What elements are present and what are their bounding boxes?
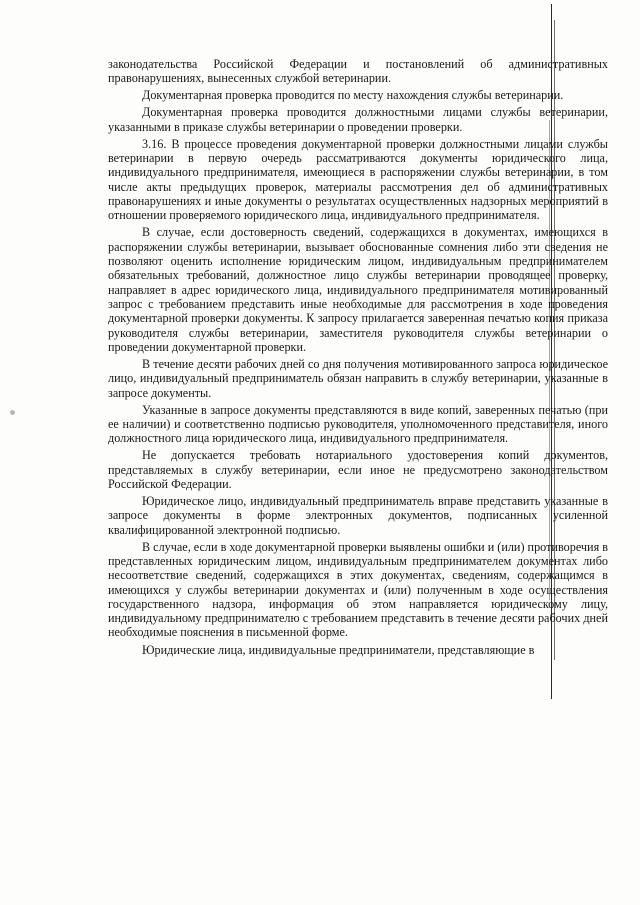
- paragraph: законодательства Российской Федерации и постановлений об административных правонарушениях, вынесенных службой ветеринарии.: [108, 57, 608, 86]
- paragraph: В случае, если в ходе документарной проверки выявлены ошибки и (или) противоречия в представленных юридическим лицом, индивидуальным предпринимателем документах либо несоответствие сведений, содержащихся в этих документах, сведениям, содержащимся в имеющихся у службы ветеринарии документах и (или) полученным в ходе осуществления государственного надзора, информация об этом направляется юридическому лицу, индивидуальному предпринимателю с требованием представить в течение десяти рабочих дней необходимые пояснения в письменной форме.: [108, 539, 608, 640]
- paragraph: Юридическое лицо, индивидуальный предприниматель вправе представить указанные в запросе документы в форме электронных документов, подписанных усиленной квалифицированной электронной подписью.: [108, 493, 608, 537]
- paragraph: В течение десяти рабочих дней со дня получения мотивированного запроса юридическое лицо, индивидуальный предприниматель обязан направить в службу ветеринарии, указанные в запросе документы.: [108, 356, 608, 400]
- paragraph: Документарная проверка проводится по месту нахождения службы ветеринарии.: [142, 88, 564, 103]
- paragraph: Документарная проверка проводится должностными лицами службы ветеринарии, указанными в приказе службы ветеринарии о проведении проверки.: [108, 105, 608, 134]
- paragraph: Юридические лица, индивидуальные предприниматели, представляющие в: [142, 642, 535, 657]
- document-body: [108, 57, 608, 660]
- paragraph: Указанные в запросе документы представляются в виде копий, заверенных печатью (при ее наличии) и соответственно подписью руководителя, уполномоченного представителя, иного должностного лица юридического лица, индивидуального предпринимателя.: [108, 402, 608, 446]
- paragraph: 3.16. В процессе проведения документарной проверки должностными лицами службы ветеринарии в первую очередь рассматриваются документы юридического лица, индивидуального предпринимателя, имеющиеся в распоряжении службы ветеринарии, в том числе акты предыдущих проверок, материалы рассмотрения дел об административных правонарушениях и иные документы о результатах осуществленных надзорных мероприятий в отношении проверяемого юридического лица, индивидуального предпринимателя.: [108, 136, 608, 223]
- paragraph: Не допускается требовать нотариального удостоверения копий документов, представляемых в службу ветеринарии, если иное не предусмотрено законодательством Российской Федерации.: [108, 448, 608, 491]
- paragraph: В случае, если достоверность сведений, содержащихся в документах, имеющихся в распоряжении службы ветеринарии, вызывает обоснованные сомнения либо эти сведения не позволяют оценить исполнение юридическим лицом, индивидуальным предпринимателем обязательных требований, должностное лицо службы ветеринарии проводящее проверку, направляет в адрес юридического лица, индивидуального предпринимателя мотивированный запрос с требованием представить иные необходимые для рассмотрения в ходе проведения документарной проверки документы. К запросу прилагается заверенная печатью копия приказа руководителя службы ветеринарии, заместителя руководителя службы ветеринарии о проведении документарной проверки.: [108, 225, 608, 354]
- scan-dust-mark: [10, 410, 15, 415]
